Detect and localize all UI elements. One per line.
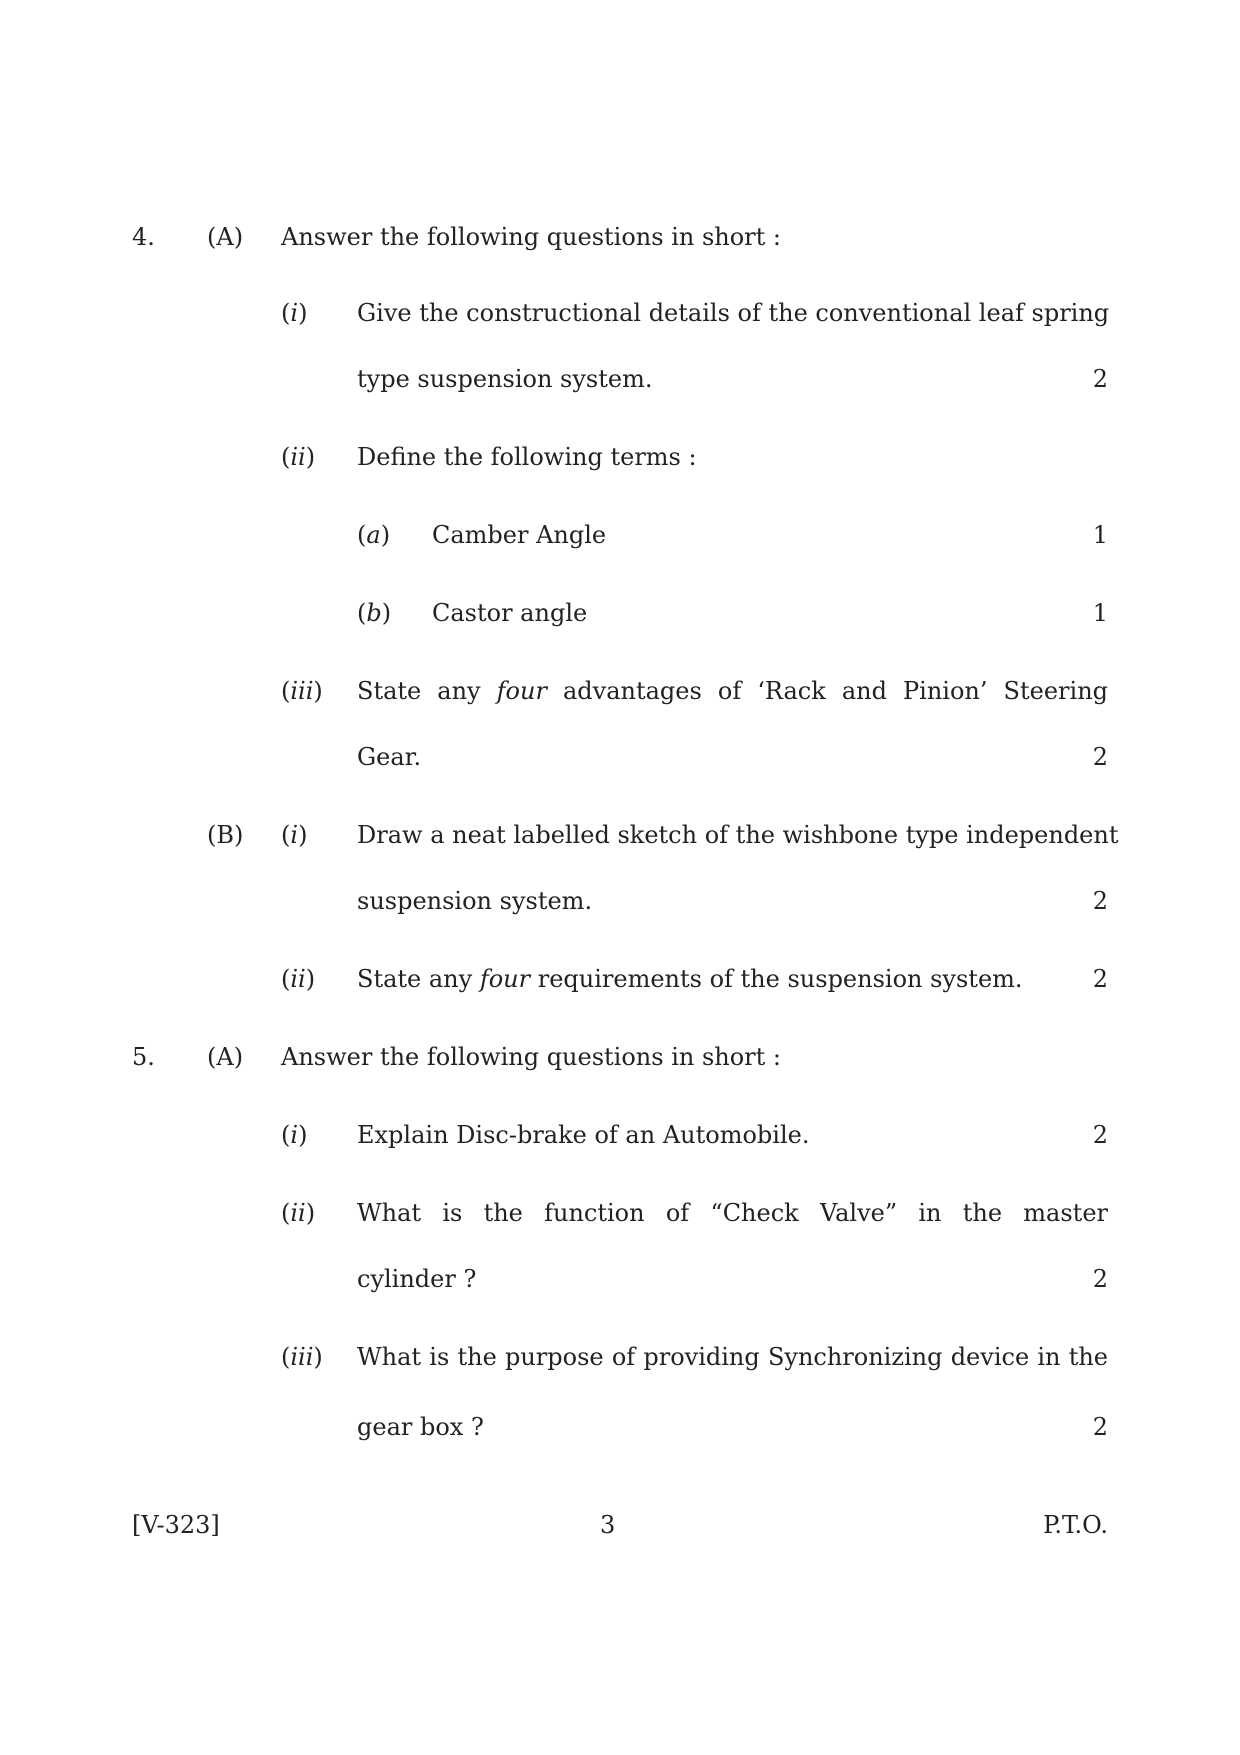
please-turn-over: P.T.O. [1043, 1511, 1108, 1539]
q4-a-i-line1: Give the constructional details of the conventional leaf spring [357, 299, 1110, 327]
q5-part-a-label: (A) [207, 1043, 244, 1071]
q5-a-iii-marks: 2 [1092, 1413, 1108, 1441]
q5-a-intro: Answer the following questions in short : [281, 1043, 782, 1071]
page-number: 3 [600, 1511, 616, 1539]
q4-a-ii-b-text: Castor angle [432, 599, 588, 627]
q4-b-ii-label: (ii) [281, 965, 316, 993]
q5-a-ii-line2: cylinder ? [357, 1265, 477, 1293]
question-5-number: 5. [132, 1043, 155, 1071]
q4-a-i-label: (i) [281, 299, 308, 327]
q4-a-ii-a-label: (a) [357, 521, 391, 549]
q4-part-b-label: (B) [207, 821, 244, 849]
q4-b-i-marks: 2 [1092, 887, 1108, 915]
q4-a-iii-marks: 2 [1092, 743, 1108, 771]
q4-part-a-label: (A) [207, 223, 244, 251]
q4-a-ii-label: (ii) [281, 443, 316, 471]
q4-a-ii-b-label: (b) [357, 599, 392, 627]
q5-a-iii-line1: What is the purpose of providing Synchronizing device in the [357, 1343, 1108, 1371]
paper-code: [V-323] [132, 1511, 220, 1539]
q4-a-ii-a-marks: 1 [1092, 521, 1108, 549]
q5-a-ii-line1: What is the function of “Check Valve” in the master [357, 1199, 1108, 1227]
q4-a-ii-a-text: Camber Angle [432, 521, 607, 549]
q4-a-iii-line2: Gear. [357, 743, 422, 771]
q5-a-iii-label: (iii) [281, 1343, 323, 1371]
q5-a-ii-label: (ii) [281, 1199, 316, 1227]
q4-b-ii-marks: 2 [1092, 965, 1108, 993]
q4-a-iii-line1: State any four advantages of ‘Rack and Pinion’ Steering [357, 677, 1109, 705]
q4-a-ii-text: Define the following terms : [357, 443, 697, 471]
q4-a-ii-b-marks: 1 [1092, 599, 1108, 627]
question-4-number: 4. [132, 223, 155, 251]
q4-a-i-line2: type suspension system. [357, 365, 653, 393]
q4-a-iii-label: (iii) [281, 677, 323, 705]
q4-b-i-line1: Draw a neat labelled sketch of the wishbone type independent [357, 821, 1119, 849]
q5-a-ii-marks: 2 [1092, 1265, 1108, 1293]
q5-a-iii-line2: gear box ? [357, 1413, 484, 1441]
q4-b-i-label: (i) [281, 821, 308, 849]
q4-a-i-marks: 2 [1092, 365, 1108, 393]
q4-b-i-line2: suspension system. [357, 887, 593, 915]
q5-a-i-label: (i) [281, 1121, 308, 1149]
q4-a-intro: Answer the following questions in short : [281, 223, 782, 251]
q5-a-i-text: Explain Disc-brake of an Automobile. [357, 1121, 810, 1149]
q5-a-i-marks: 2 [1092, 1121, 1108, 1149]
q4-b-ii-text: State any four requirements of the suspension system. [357, 965, 1023, 993]
